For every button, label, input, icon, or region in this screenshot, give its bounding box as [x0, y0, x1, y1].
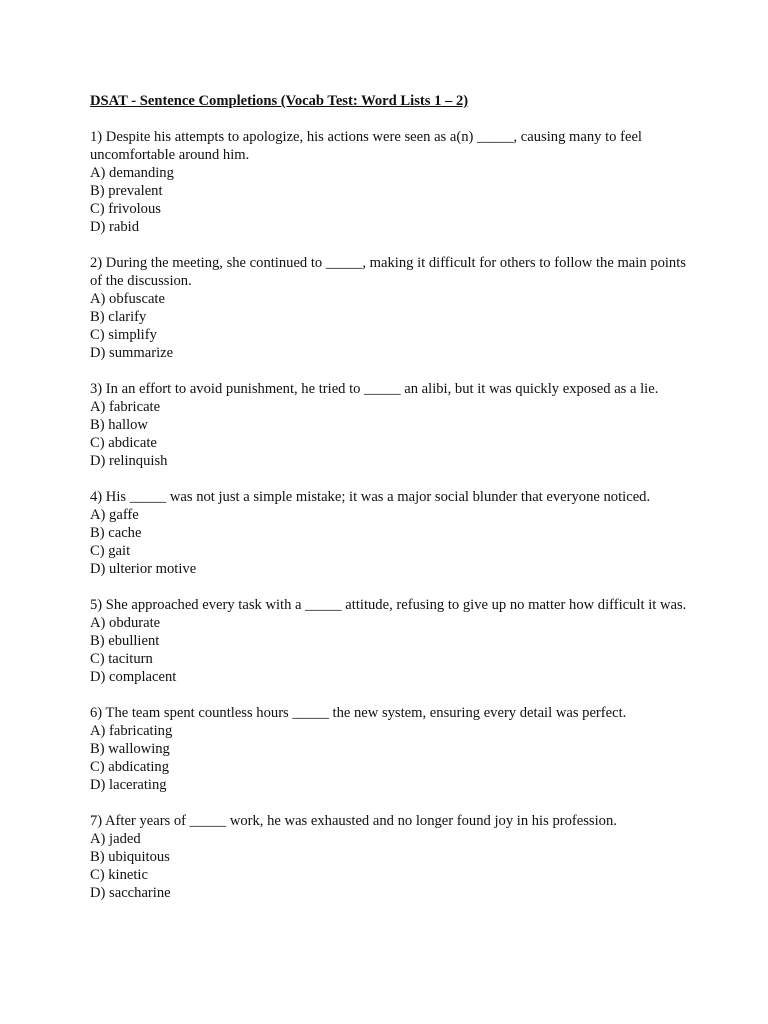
option-d: D) summarize: [90, 345, 174, 361]
document-title: DSAT - Sentence Completions (Vocab Test: Word Lists 1 – 2): [90, 93, 469, 109]
question-stem: 1) Despite his attempts to apologize, his actions were seen as a(n) _____, causing many to feel uncomfortable around him.: [90, 129, 642, 163]
question-stem: 2) During the meeting, she continued to _____, making it difficult for others to follow the main points of the discussion.: [90, 255, 686, 289]
option-a: A) obfuscate: [90, 291, 165, 307]
option-b: B) wallowing: [90, 741, 170, 757]
question-stem: 4) His _____ was not just a simple mistake; it was a major social blunder that everyone noticed.: [90, 489, 651, 505]
question-1: [90, 128, 690, 236]
option-c: C) kinetic: [90, 867, 148, 883]
option-c: C) frivolous: [90, 201, 161, 217]
option-d: D) saccharine: [90, 885, 171, 901]
option-d: D) rabid: [90, 219, 140, 235]
question-stem: 5) She approached every task with a _____ attitude, refusing to give up no matter how difficult it was.: [90, 597, 687, 613]
question-stem: 7) After years of _____ work, he was exhausted and no longer found joy in his profession.: [90, 813, 617, 829]
answer-options: [90, 164, 690, 236]
option-c: C) taciturn: [90, 651, 153, 667]
option-a: A) fabricate: [90, 399, 161, 415]
option-b: B) ubiquitous: [90, 849, 170, 865]
question-4: [90, 488, 690, 578]
option-a: A) gaffe: [90, 507, 139, 523]
option-c: C) abdicating: [90, 759, 170, 775]
question-2: [90, 254, 690, 362]
answer-options: [90, 830, 690, 902]
question-stem: 3) In an effort to avoid punishment, he tried to _____ an alibi, but it was quickly exposed as a lie.: [90, 381, 659, 397]
option-c: C) simplify: [90, 327, 157, 343]
answer-options: [90, 614, 690, 686]
option-d: D) complacent: [90, 669, 177, 685]
option-c: C) abdicate: [90, 435, 157, 451]
answer-options: [90, 506, 690, 578]
answer-options: [90, 290, 690, 362]
option-d: D) relinquish: [90, 453, 168, 469]
question-6: [90, 704, 690, 794]
option-c: C) gait: [90, 543, 131, 559]
question-7: [90, 812, 690, 902]
option-b: B) ebullient: [90, 633, 160, 649]
option-a: A) demanding: [90, 165, 174, 181]
option-d: D) ulterior motive: [90, 561, 197, 577]
option-d: D) lacerating: [90, 777, 167, 793]
option-b: B) prevalent: [90, 183, 163, 199]
option-a: A) obdurate: [90, 615, 161, 631]
option-b: B) clarify: [90, 309, 147, 325]
question-5: [90, 596, 690, 686]
option-a: A) jaded: [90, 831, 141, 847]
document-page: [90, 92, 690, 920]
question-3: [90, 380, 690, 470]
answer-options: [90, 398, 690, 470]
option-b: B) cache: [90, 525, 142, 541]
option-a: A) fabricating: [90, 723, 173, 739]
question-stem: 6) The team spent countless hours _____ the new system, ensuring every detail was perfect.: [90, 705, 627, 721]
answer-options: [90, 722, 690, 794]
option-b: B) hallow: [90, 417, 148, 433]
